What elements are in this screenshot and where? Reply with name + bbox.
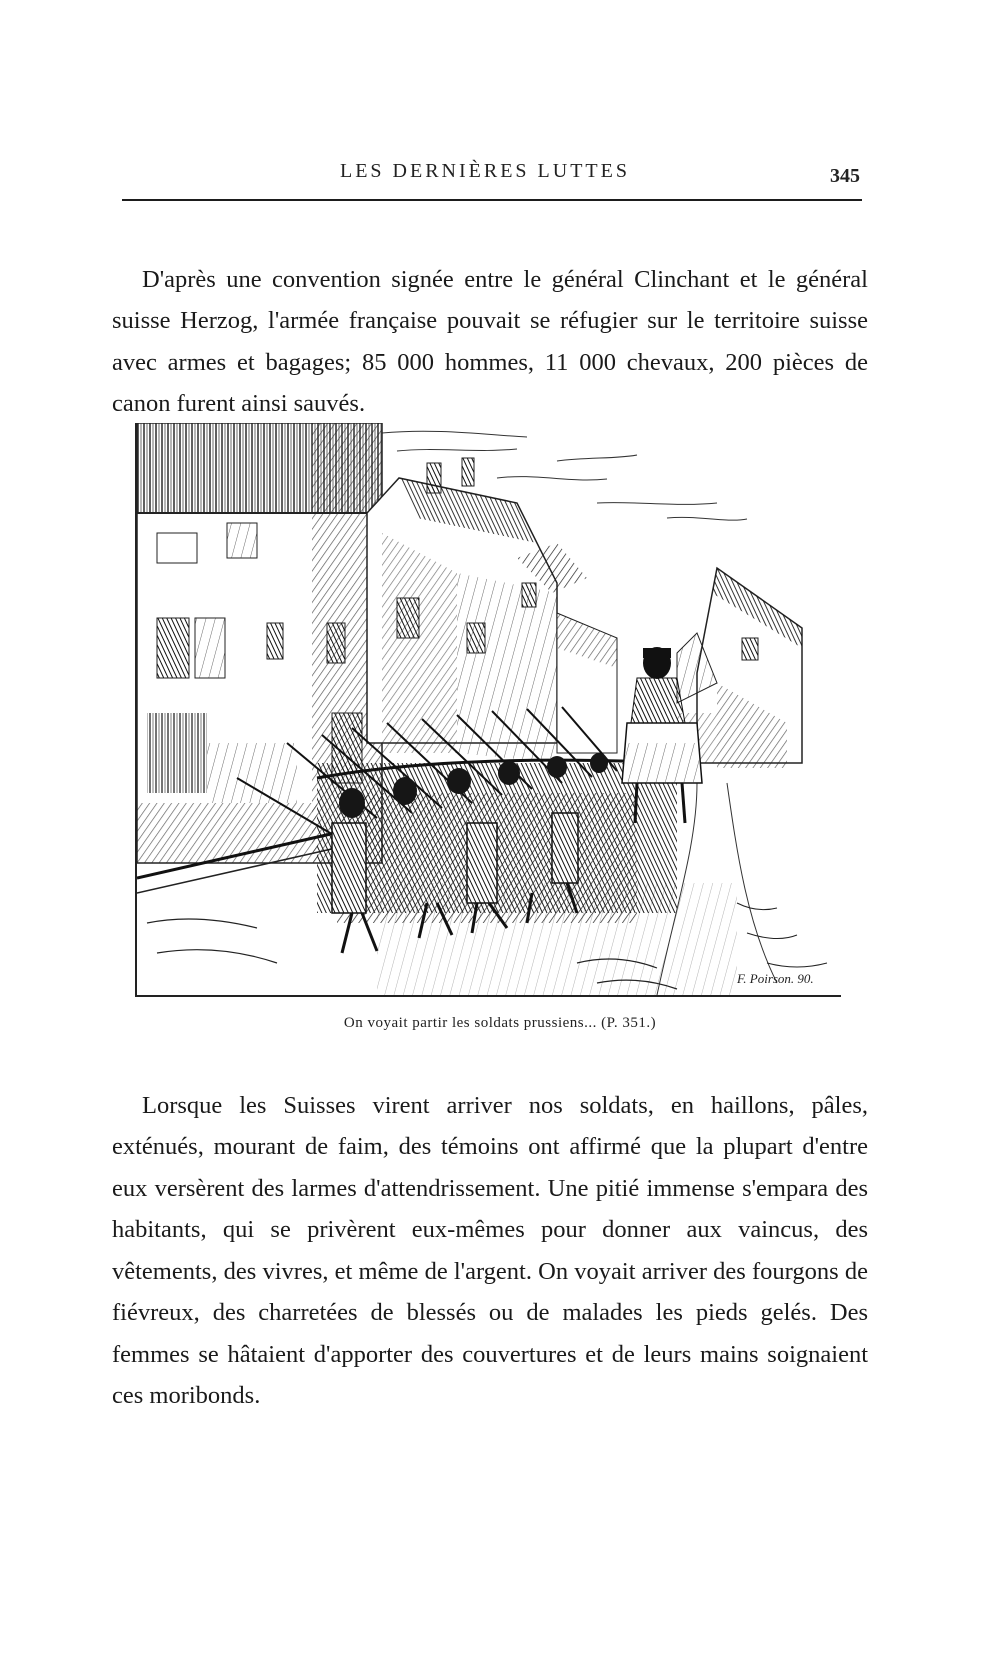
page-number: 345 — [830, 165, 860, 187]
paragraph-convention-text: D'après une convention signée entre le général Clinchant et le général suisse Herzog, l'armée française pouvait se réfugier sur le territoire suisse avec armes et bagages; 85 000 hommes, 11 000 chevaux, 200 pièces de canon furent ainsi sauvés. — [112, 265, 868, 417]
engraving-illustration — [135, 423, 841, 997]
middle-houses — [367, 458, 617, 763]
running-title: LES DERNIÈRES LUTTES — [340, 160, 630, 182]
engraving-drawing — [137, 423, 841, 995]
illustration-caption: On voyait partir les soldats prussiens... (P. 351.) — [343, 1015, 657, 1031]
paragraph-convention — [112, 259, 868, 425]
paragraph-suisses — [112, 1085, 868, 1417]
header-rule — [122, 199, 862, 201]
paragraph-suisses-text: Lorsque les Suisses virent arriver nos soldats, en haillons, pâles, exténués, mourant de faim, des témoins ont affirmé que la plupart d'entre eux versèrent des larmes d'attendrissement. Une pitié immense s'empara des habitants, qui se privèrent eux-mêmes pour donner aux vaincus, des vêtements, des vivres, et même de l'argent. On voyait arriver des fourgons de fiévreux, des charretées de blessés ou de malades les pieds gelés. Des femmes se hâtaient d'apporter des couvertures et de leurs mains soignaient ces moribonds. — [112, 1091, 868, 1409]
artist-signature: F. Poirson. 90. — [737, 971, 814, 986]
